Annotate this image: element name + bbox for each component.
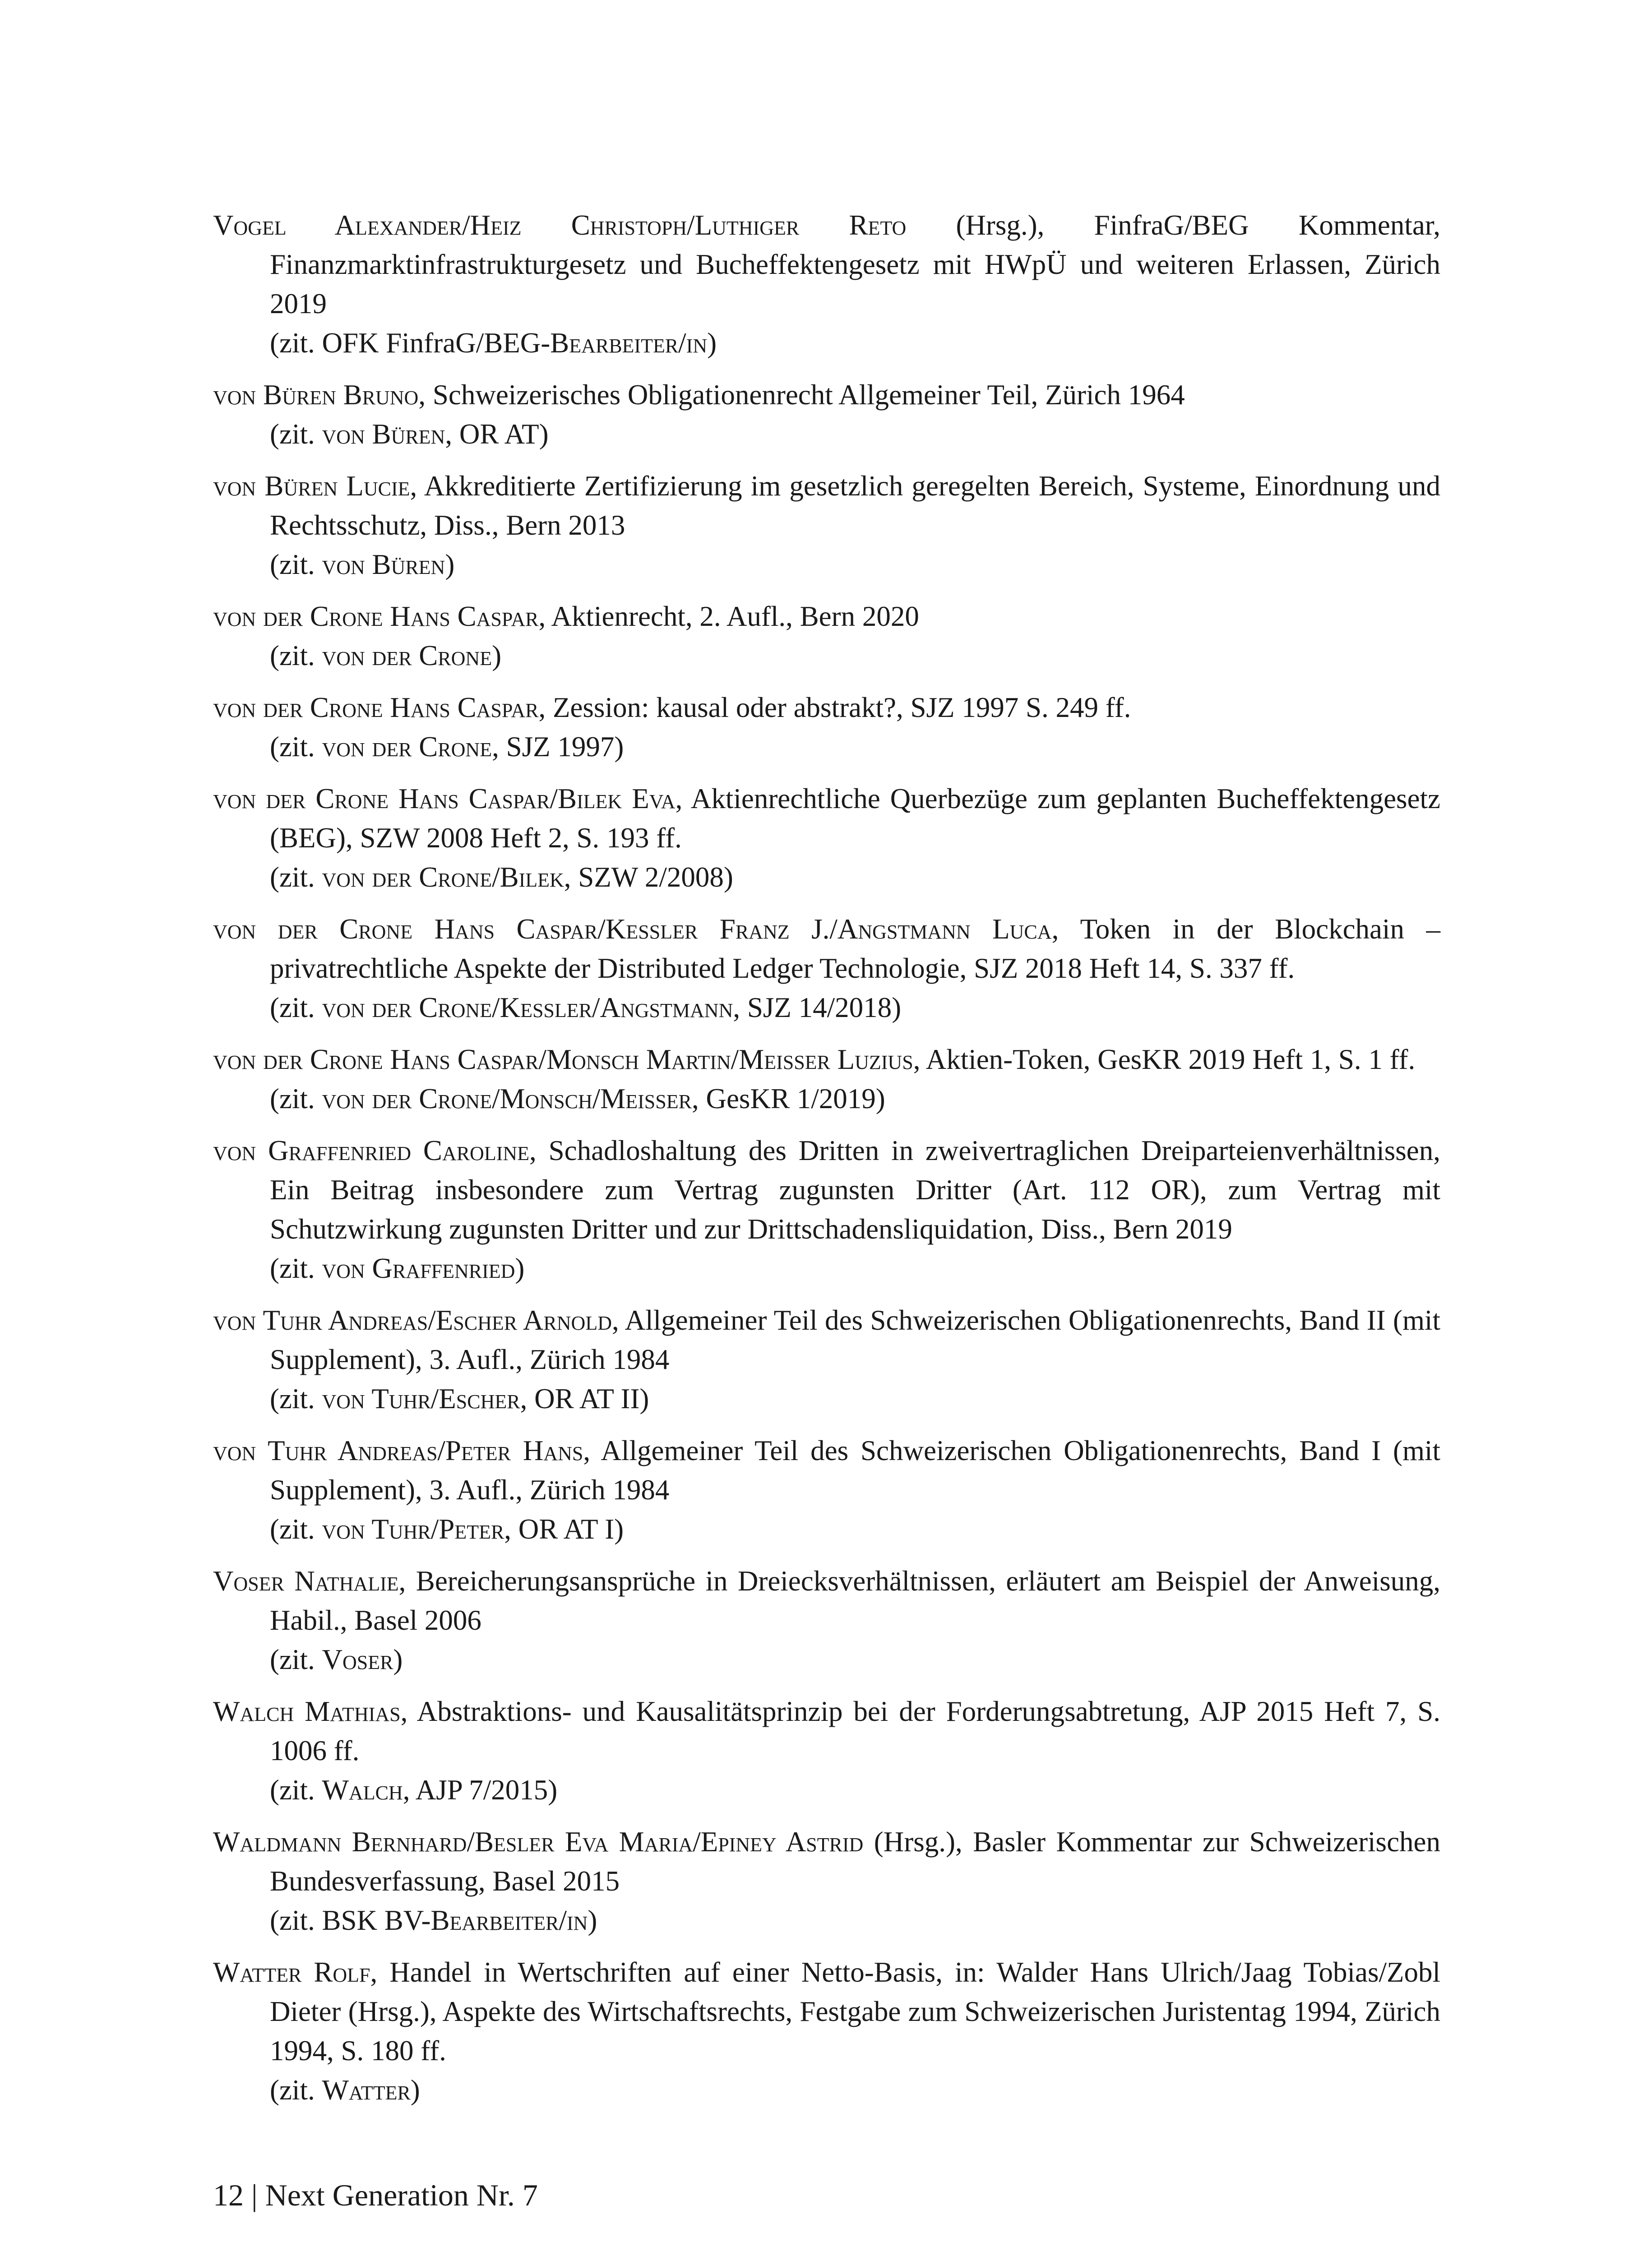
citation-note [213,636,1440,675]
page-footer: 12 | Next Generation Nr. 7 [213,2178,538,2212]
author-names: von Graffenried Caroline [213,1135,530,1166]
citation-text: (zit. [270,1513,322,1545]
entry-reference [213,779,1440,858]
citation-text: ) [515,1253,525,1284]
reference-text: , Handel in Wertschriften auf einer Netto-Basis, in: Walder Hans Ulrich/Jaag Tobias/Zobl Dieter (Hrsg.), Aspekte des Wirtschaftsrechts, Festgabe zum Schweizerischen Juristentag 1994, Zürich 1994, S. 180 ff. [270,1956,1440,2066]
entry-reference [213,1953,1440,2071]
citation-note [213,1640,1440,1679]
entry-reference [213,1562,1440,1640]
citation-note [213,1379,1440,1419]
citation-text: ) [410,2074,420,2106]
entry-reference [213,1301,1440,1379]
citation-text: (zit. [270,731,322,763]
citation-text: (zit. [270,1253,322,1284]
citation-text: (zit. OFK FinfraG/BEG- [270,327,551,359]
citation-text: ) [445,549,455,580]
author-names: Walch Mathias [213,1696,401,1727]
bibliography-list [213,206,1440,2122]
citation-note [213,1901,1440,1940]
author-names: von der Crone Hans Caspar [213,692,539,723]
citation-note [213,1510,1440,1549]
citation-note [213,2071,1440,2110]
citation-text: (zit. [270,1383,322,1415]
reference-text: , Akkreditierte Zertifizierung im gesetzlich geregelten Bereich, Systeme, Einordnung und Rechtsschutz, Diss., Bern 2013 [270,470,1440,541]
citation-name: Voser [322,1644,393,1675]
reference-text: (Hrsg.), FinfraG/BEG Kommentar, Finanzmarktinfrastrukturgesetz und Bucheffektengesetz mit HWpÜ und weiteren Erlassen, Zürich 2019 [270,209,1440,319]
citation-text: , OR AT II) [520,1383,649,1415]
citation-note [213,988,1440,1027]
citation-text: (zit. [270,640,322,671]
author-names: von der Crone Hans Caspar/Kessler Franz J./Angstmann Luca [213,913,1052,945]
entry-reference [213,1040,1440,1079]
citation-name: von Büren [322,418,445,450]
citation-text: (zit. BSK BV- [270,1905,431,1936]
citation-text: , SJZ 1997) [492,731,624,763]
citation-note [213,858,1440,897]
author-names: von Tuhr Andreas/Escher Arnold [213,1304,612,1336]
reference-text: , Allgemeiner Teil des Schweizerischen Obligationenrechts, Band I (mit Supplement), 3. Aufl., Zürich 1984 [270,1435,1440,1506]
entry-reference [213,688,1440,727]
entry-reference [213,1431,1440,1510]
citation-name: von der Crone [322,731,492,763]
citation-text: , OR AT) [445,418,549,450]
reference-text: , Aktien-Token, GesKR 2019 Heft 1, S. 1 ff. [913,1044,1416,1075]
author-names: von Tuhr Andreas/Peter Hans [213,1435,583,1466]
reference-text: , Token in der Blockchain – privatrechtliche Aspekte der Distributed Ledger Technologie, SJZ 2018 Heft 14, S. 337 ff. [270,913,1440,984]
author-names: von der Crone Hans Caspar [213,601,539,632]
citation-text: (zit. [270,1774,322,1806]
citation-text: , AJP 7/2015) [403,1774,558,1806]
author-names: Voser Nathalie [213,1565,399,1597]
entry-reference [213,1692,1440,1771]
author-names: Vogel Alexander/Heiz Christoph/Luthiger Reto [213,209,907,241]
citation-note [213,545,1440,584]
bibliography-entry [213,1301,1440,1419]
citation-name: von Graffenried [322,1253,515,1284]
citation-note [213,1079,1440,1119]
citation-text: (zit. [270,1083,322,1114]
citation-note [213,1249,1440,1288]
citation-text: (zit. [270,2074,322,2106]
citation-name: von Tuhr/Escher [322,1383,520,1415]
author-names: von der Crone Hans Caspar/Bilek Eva [213,783,676,814]
entry-reference [213,910,1440,988]
author-names: Watter Rolf [213,1956,370,1988]
reference-text: , Zession: kausal oder abstrakt?, SJZ 1997 S. 249 ff. [538,692,1131,723]
citation-name: von der Crone/Monsch/Meisser [322,1083,692,1114]
bibliography-entry [213,375,1440,454]
reference-text: , Aktienrecht, 2. Aufl., Bern 2020 [538,601,919,632]
reference-text: , Aktienrechtliche Querbezüge zum geplanten Bucheffektengesetz (BEG), SZW 2008 Heft 2, S. 193 ff. [270,783,1440,854]
author-names: von Büren Lucie [213,470,410,502]
bibliography-entry [213,467,1440,584]
entry-reference [213,597,1440,636]
bibliography-entry [213,1822,1440,1940]
citation-note [213,1771,1440,1810]
citation-name: von Tuhr/Peter [322,1513,504,1545]
bibliography-entry [213,688,1440,767]
citation-text: , OR AT I) [504,1513,624,1545]
reference-text: , Schadloshaltung des Dritten in zweivertraglichen Dreiparteienverhältnissen, Ein Beitrag insbesondere zum Vertrag zugunsten Dritter (Art. 112 OR), zum Vertrag mit Schutzwirkung zugunsten Dritter und zur Drittschadensliquidation, Diss., Bern 2019 [270,1135,1441,1245]
citation-text: (zit. [270,992,322,1023]
citation-name: Bearbeiter/in [430,1905,588,1936]
citation-text: (zit. [270,549,322,580]
citation-text: ) [588,1905,597,1936]
citation-text: (zit. [270,861,322,893]
entry-reference [213,1822,1440,1901]
citation-name: Watter [322,2074,411,2106]
bibliography-entry [213,1953,1440,2110]
citation-note [213,324,1440,363]
reference-text: , Bereicherungsansprüche in Dreiecksverhältnissen, erläutert am Beispiel der Anweisung, Habil., Basel 2006 [270,1565,1440,1636]
citation-text: , SZW 2/2008) [564,861,733,893]
citation-name: von Büren [322,549,445,580]
citation-name: von der Crone [322,640,492,671]
citation-text: ) [492,640,502,671]
reference-text: , Allgemeiner Teil des Schweizerischen Obligationenrechts, Band II (mit Supplement), 3. Aufl., Zürich 1984 [270,1304,1440,1375]
entry-reference [213,1131,1440,1249]
citation-text: (zit. [270,1644,322,1675]
author-names: von der Crone Hans Caspar/Monsch Martin/Meisser Luzius [213,1044,913,1075]
bibliography-entry [213,910,1440,1027]
bibliography-entry [213,206,1440,363]
reference-text: , Schweizerisches Obligationenrecht Allgemeiner Teil, Zürich 1964 [418,379,1185,411]
citation-text: , GesKR 1/2019) [691,1083,885,1114]
reference-text: , Abstraktions- und Kausalitätsprinzip bei der Forderungsabtretung, AJP 2015 Heft 7, S. 1006 ff. [270,1696,1440,1766]
citation-name: Walch [322,1774,403,1806]
citation-note [213,727,1440,767]
bibliography-entry [213,1431,1440,1549]
citation-name: von der Crone/Kessler/Angstmann [322,992,733,1023]
bibliography-entry [213,597,1440,675]
citation-text: ) [707,327,717,359]
author-names: Waldmann Bernhard/Besler Eva Maria/Epiney Astrid [213,1826,864,1858]
bibliography-entry [213,779,1440,897]
bibliography-entry [213,1692,1440,1810]
bibliography-entry [213,1131,1440,1288]
citation-name: Bearbeiter/in [550,327,708,359]
citation-name: von der Crone/Bilek [322,861,564,893]
citation-text: , SJZ 14/2018) [733,992,902,1023]
citation-note [213,415,1440,454]
reference-text: (Hrsg.), Basler Kommentar zur Schweizerischen Bundesverfassung, Basel 2015 [270,1826,1440,1897]
bibliography-entry [213,1562,1440,1679]
entry-reference [213,206,1440,324]
bibliography-entry [213,1040,1440,1119]
entry-reference [213,375,1440,415]
citation-text: (zit. [270,418,322,450]
citation-text: ) [393,1644,403,1675]
entry-reference [213,467,1440,545]
author-names: von Büren Bruno [213,379,419,411]
